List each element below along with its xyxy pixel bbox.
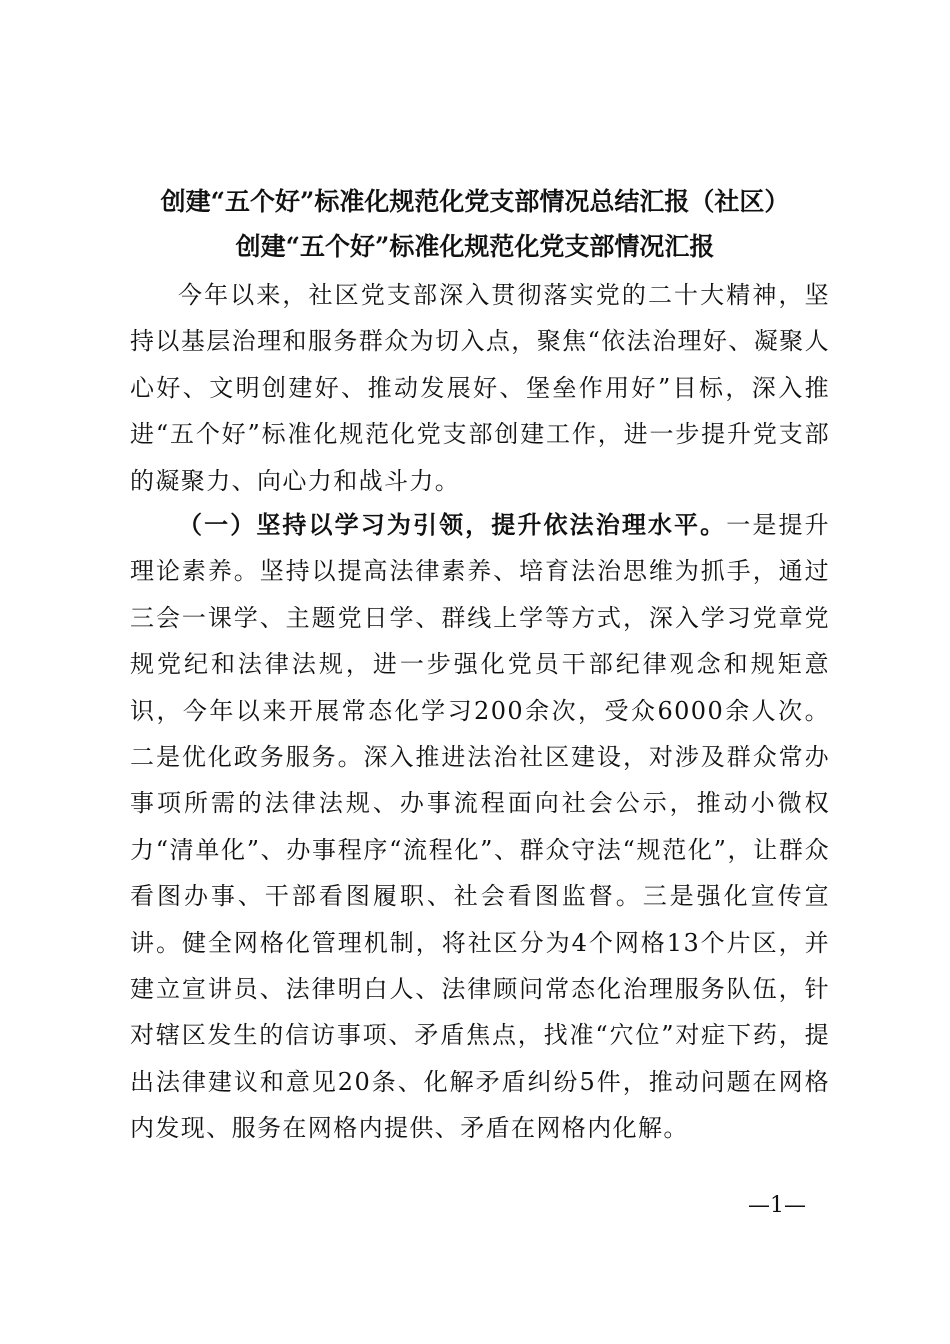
section-1-paragraph: [130, 502, 830, 1152]
section-1-heading: （一）坚持以学习为引领，提升依法治理水平。: [178, 510, 727, 539]
section-1-body: 一是提升理论素养。坚持以提高法律素养、培育法治思维为抓手，通过三会一课学、主题党日学、群线上学等方式，深入学习党章党规党纪和法律法规，进一步强化党员干部纪律观念和规矩意识，今年以来开展常态化学习200余次，受众6000余人次。二是优化政务服务。深入推进法治社区建设，对涉及群众常办事项所需的法律法规、办事流程面向社会公示，推动小微权力“清单化”、办事程序“流程化”、群众守法“规范化”，让群众看图办事、干部看图履职、社会看图监督。三是强化宣传宣讲。健全网格化管理机制，将社区分为4个网格13个片区，并建立宣讲员、法律明白人、法律顾问常态化治理服务队伍，针对辖区发生的信访事项、矛盾焦点，找准“穴位”对症下药，提出法律建议和意见20条、化解矛盾纠纷5件，推动问题在网格内发现、服务在网格内提供、矛盾在网格内化解。: [130, 511, 830, 1143]
page-number: —1—: [748, 1193, 806, 1218]
document-title: 创建“五个好”标准化规范化党支部情况总结汇报（社区）: [160, 187, 790, 216]
intro-paragraph: 今年以来，社区党支部深入贯彻落实党的二十大精神，坚持以基层治理和服务群众为切入点，聚焦“依法治理好、凝聚人心好、文明创建好、推动发展好、堡垒作用好”目标，深入推进“五个好”标准化规范化党支部创建工作，进一步提升党支部的凝聚力、向心力和战斗力。: [130, 281, 830, 495]
document-subtitle: 创建“五个好”标准化规范化党支部情况汇报: [235, 232, 715, 261]
